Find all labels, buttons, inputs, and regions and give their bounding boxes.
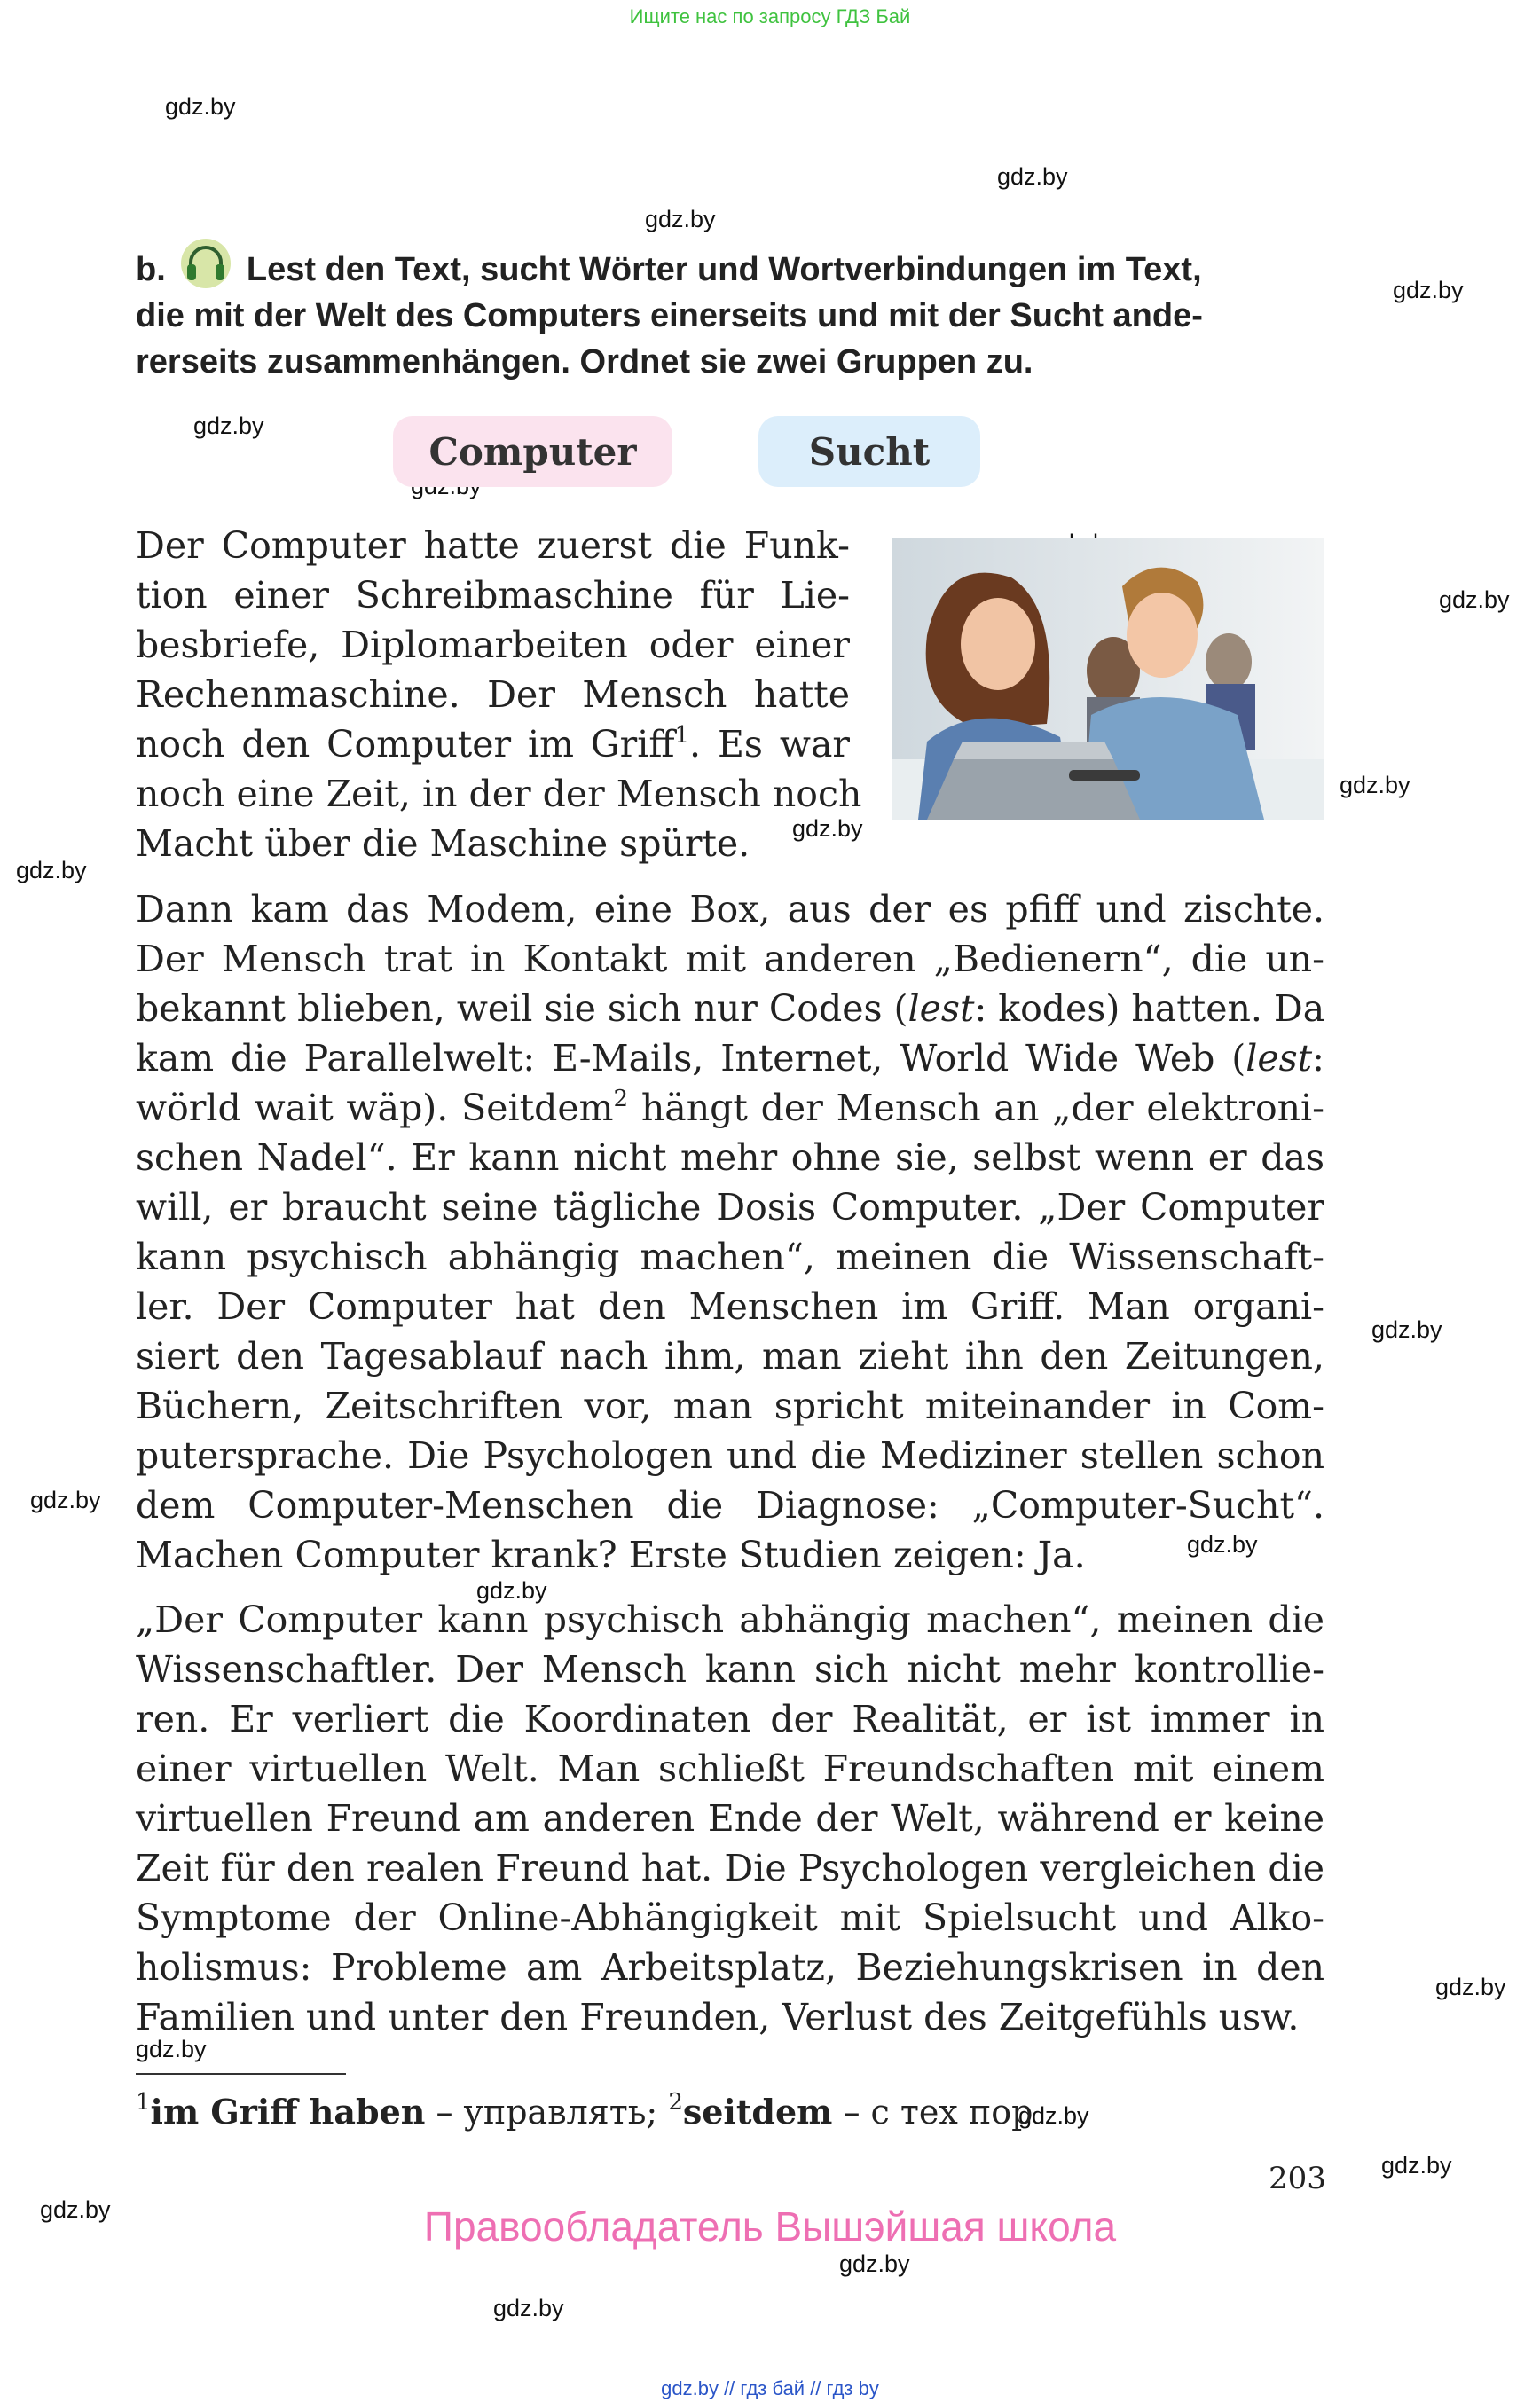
- task-instruction: [136, 238, 1324, 385]
- watermark: gdz.by: [1381, 2152, 1452, 2179]
- paragraph-3: [136, 1595, 1324, 2042]
- text-line: Symptome der Online-Abhängigkeit mit Spielsucht und Alko-: [136, 1896, 1324, 1939]
- watermark: gdz.by: [493, 2295, 564, 2321]
- students-laptop-photo: [892, 538, 1324, 820]
- top-banner[interactable]: Ищите нас по запросу ГДЗ Бай: [629, 5, 911, 27]
- text-line: Zeit für den realen Freund hat. Die Psychologen vergleichen die: [136, 1847, 1324, 1889]
- footnote-definition: – управлять;: [425, 2093, 669, 2132]
- task-line: rerseits zusammenhängen. Ordnet sie zwei Gruppen zu.: [136, 343, 1033, 381]
- text-line: „Der Computer kann psychisch abhängig machen“, meinen die: [136, 1598, 1324, 1641]
- text-line: schen Nadel“. Er kann nicht mehr ohne sie, selbst wenn er das: [136, 1136, 1324, 1179]
- text-line: holismus: Probleme am Arbeitsplatz, Beziehungskrisen in den: [136, 1946, 1324, 1989]
- text-line: dem Computer-Menschen die Diagnose: „Computer-Sucht“.: [136, 1484, 1324, 1527]
- footnote-mark: 1: [136, 2089, 151, 2116]
- text-fragment: :: [1312, 1037, 1324, 1080]
- watermark: gdz.by: [30, 1487, 101, 1513]
- text-line: Familien und unter den Freunden, Verlust des Zeitgefühls usw.: [136, 1996, 1300, 2038]
- watermark: gdz.by: [1393, 277, 1464, 303]
- text-line: siert den Tagesablauf nach ihm, man zieht ihn den Zeitungen,: [136, 1335, 1324, 1378]
- watermark: gdz.by: [1187, 1531, 1258, 1558]
- watermark: gdz.by: [476, 1577, 547, 1604]
- text-line: Büchern, Zeitschriften vor, man spricht miteinander in Com-: [136, 1385, 1324, 1427]
- headphones-icon[interactable]: [180, 238, 232, 289]
- page-number: 203: [1269, 2161, 1326, 2196]
- copyright-notice: Правообладатель Вышэйшая школа: [423, 2203, 1117, 2250]
- text-fragment: kam die Parallelwelt: E-Mails, Internet, World Wide Web (: [136, 1037, 1246, 1080]
- watermark: gdz.by: [1439, 586, 1510, 613]
- task-letter: b.: [136, 251, 166, 288]
- watermark: gdz.by: [165, 93, 236, 120]
- text-fragment: . Es war: [689, 723, 850, 766]
- group-label-computer: Computer: [393, 416, 672, 487]
- text-line: Rechenmaschine. Der Mensch hatte: [136, 673, 850, 716]
- watermark: gdz.by: [839, 2250, 910, 2277]
- paragraph-1: [136, 521, 862, 868]
- text-line: ren. Er verliert die Koordinaten der Realität, er ist immer in: [136, 1698, 1324, 1740]
- text-line: kann psychisch abhängig machen“, meinen die Wissenschaft-: [136, 1236, 1324, 1278]
- text-line: putersprache. Die Psychologen und die Mediziner stellen schon: [136, 1434, 1324, 1477]
- footnotes: [136, 2089, 1033, 2132]
- text-fragment: : kodes) hatten. Da: [974, 987, 1325, 1030]
- text-line: virtuellen Freund am anderen Ende der Welt, während er keine: [136, 1797, 1324, 1840]
- watermark: gdz.by: [1435, 1974, 1506, 2000]
- footnote-term: im Griff haben: [150, 2092, 426, 2132]
- text-fragment: wörld wait wäp). Seitdem: [136, 1087, 614, 1129]
- text-line: ler. Der Computer hat den Menschen im Griff. Man organi-: [136, 1285, 1324, 1328]
- text-line: will, er braucht seine tägliche Dosis Computer. „Der Computer: [136, 1186, 1324, 1229]
- text-fragment: hängt der Mensch an „der elektroni-: [628, 1087, 1324, 1129]
- footnote-term: seitdem: [682, 2092, 833, 2132]
- footnote-divider: [136, 2073, 346, 2075]
- watermark: gdz.by: [792, 815, 863, 842]
- footnote-mark: 2: [668, 2089, 683, 2116]
- text-fragment: noch den Computer im Griff: [136, 723, 675, 766]
- watermark: gdz.by: [193, 412, 264, 439]
- footnote-definition: – с тех пор: [832, 2093, 1033, 2132]
- watermark: gdz.by: [16, 857, 87, 883]
- watermark: gdz.by: [40, 2196, 111, 2223]
- watermark: gdz.by: [136, 2036, 207, 2062]
- footnote-mark: 2: [613, 1086, 629, 1112]
- watermark: gdz.by: [997, 163, 1068, 190]
- watermark: gdz.by: [645, 206, 716, 232]
- bottom-links[interactable]: gdz.by // гдз бай // гдз by: [661, 2377, 879, 2399]
- text-line: [136, 1033, 1324, 1083]
- text-fragment-italic: lest: [1245, 1037, 1313, 1080]
- paragraph-2: [136, 884, 1324, 1580]
- text-line: Wissenschaftler. Der Mensch kann sich nicht mehr kontrollie-: [136, 1648, 1324, 1691]
- text-line: Macht über die Maschine spürte.: [136, 822, 750, 865]
- task-line: die mit der Welt des Computers einerseits und mit der Sucht ande-: [136, 297, 1203, 334]
- text-line: besbriefe, Diplomarbeiten oder einer: [136, 624, 850, 666]
- footnote-mark: 1: [674, 722, 690, 749]
- text-line: tion einer Schreibmaschine für Lie-: [136, 574, 850, 616]
- text-line: Der Mensch trat in Kontakt mit anderen „Bedienern“, die un-: [136, 938, 1324, 980]
- text-line: noch eine Zeit, in der der Mensch noch: [136, 773, 862, 815]
- text-line: Machen Computer krank? Erste Studien zeigen: Ja.: [136, 1534, 1086, 1576]
- text-line: Dann kam das Modem, eine Box, aus der es pfiff und zischte.: [136, 888, 1324, 931]
- text-line: [136, 719, 850, 769]
- watermark: gdz.by: [1371, 1316, 1442, 1343]
- text-line: Der Computer hatte zuerst die Funk-: [136, 524, 850, 567]
- watermark: gdz.by: [1018, 2102, 1089, 2129]
- group-label-sucht: Sucht: [758, 416, 980, 487]
- text-line: [136, 984, 1324, 1033]
- text-fragment: bekannt blieben, weil sie sich nur Codes (: [136, 987, 908, 1030]
- watermark: gdz.by: [1340, 772, 1410, 798]
- task-line: Lest den Text, sucht Wörter und Wortverbindungen im Text,: [246, 251, 1202, 288]
- text-line: einer virtuellen Welt. Man schließt Freundschaften mit einem: [136, 1747, 1324, 1790]
- text-line: [136, 1083, 1324, 1133]
- text-fragment-italic: lest: [908, 987, 975, 1030]
